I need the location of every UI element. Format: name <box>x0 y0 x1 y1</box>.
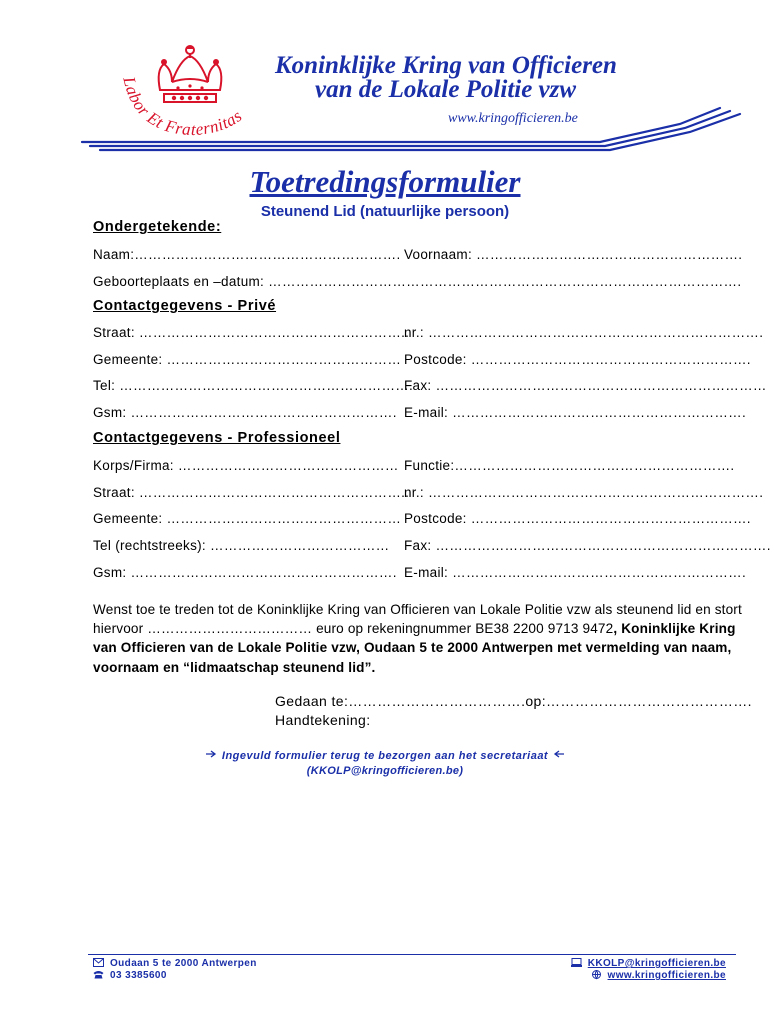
row-gsm-prof <box>93 565 747 580</box>
footer-address-text: Oudaan 5 te 2000 Antwerpen <box>110 958 257 969</box>
row-geboorte <box>93 274 742 289</box>
footer-website-text[interactable]: www.kringofficieren.be <box>607 970 726 981</box>
return-note <box>0 750 770 762</box>
straat-prof-field[interactable]: Straat: ………………………………………………….. <box>93 485 410 500</box>
tel-prof-field[interactable]: Tel (rechtstreeks): ………………………………… <box>93 538 390 553</box>
footer-email-text[interactable]: KKOLP@kringofficieren.be <box>587 958 726 969</box>
footer-email[interactable] <box>571 958 726 969</box>
postcode-prof-field[interactable]: Postcode: ……………………………………………………. <box>404 511 751 526</box>
section-prive: Contactgegevens - Privé <box>93 298 277 314</box>
gsm-prive-field[interactable]: Gsm: …………………………………………………. <box>93 405 397 420</box>
footer-phone <box>93 970 167 981</box>
handtekening-label: Handtekening: <box>275 712 371 728</box>
footer-address <box>93 958 257 969</box>
gemeente-prof-field[interactable]: Gemeente: …………………………………………… <box>93 511 402 526</box>
row-tel-prive <box>93 378 767 393</box>
naam-field[interactable]: Naam:…………………………………………………. <box>93 247 401 262</box>
return-note-line1: Ingevuld formulier terug te bezorgen aan het secretariaat <box>221 750 549 762</box>
row-tel-prof <box>93 538 771 553</box>
gedaan-field[interactable]: Gedaan te:……………………………….op:……………………………………. <box>275 693 752 709</box>
phone-icon <box>93 970 104 979</box>
org-name-line2: van de Lokale Politie vzw <box>315 76 577 103</box>
footer-divider <box>88 954 736 955</box>
row-straat-prof <box>93 485 764 500</box>
paragraph-part2: , Koninklijke Kring van Officieren van de Lokale Politie vzw, Oudaan 5 te 2000 Antwerpen met vermelding van naam, voornaam en “lidmaatschap steunend lid”. <box>93 621 736 675</box>
org-name-line1: Koninklijke Kring van Officieren <box>275 52 617 79</box>
nr-prof-field[interactable]: nr.: ………………………………………………………………. <box>404 485 764 500</box>
pointing-hand-icon <box>205 750 218 759</box>
postcode-prive-field[interactable]: Postcode: ……………………………………………………. <box>404 352 751 367</box>
email-prive-field[interactable]: E-mail: ………………………………………………………. <box>404 405 747 420</box>
form-title: Toetredingsformulier <box>249 164 521 199</box>
straat-prive-field[interactable]: Straat: ………………………………………………….. <box>93 325 410 340</box>
fax-prof-field[interactable]: Fax: ………………………………………………………………. <box>404 538 771 553</box>
row-korps <box>93 458 733 473</box>
paragraph-part1: Wenst toe te treden tot de Koninklijke Kring van Officieren van Lokale Politie vzw als steunend lid en stort hiervoor ……………………………… euro op rekeningnummer BE38 2200 9713 9472 <box>93 602 742 637</box>
mail-icon <box>93 958 104 967</box>
row-gemeente-prof <box>93 511 751 526</box>
footer-phone-text: 03 3385600 <box>110 970 167 981</box>
korps-field[interactable]: Korps/Firma: ………………………………………… <box>93 458 399 473</box>
form-subtitle: Steunend Lid (natuurlijke persoon) <box>260 203 510 220</box>
footer-website[interactable] <box>591 970 726 981</box>
functie-field[interactable]: Functie:……………………………………………………. <box>404 458 735 473</box>
globe-icon <box>591 970 602 979</box>
computer-icon <box>571 958 582 967</box>
return-note-email[interactable]: (KKOLP@kringofficieren.be) <box>306 765 464 777</box>
tel-prive-field[interactable]: Tel: ………………………………………………………. <box>93 378 414 393</box>
motto-text: Labor Et Fraternitas <box>119 74 246 140</box>
row-straat-prive <box>93 325 764 340</box>
gemeente-prive-field[interactable]: Gemeente: …………………………………………… <box>93 352 402 367</box>
nr-prive-field[interactable]: nr.: ………………………………………………………………. <box>404 325 764 340</box>
pointing-hand-icon <box>552 750 565 759</box>
section-ondergetekende: Ondergetekende: <box>93 219 222 235</box>
section-professioneel: Contactgegevens - Professioneel <box>93 430 341 446</box>
row-naam <box>93 247 743 262</box>
gsm-prof-field[interactable]: Gsm: …………………………………………………. <box>93 565 397 580</box>
header-website: www.kringofficieren.be <box>448 111 578 126</box>
fax-prive-field[interactable]: Fax: ……………………………………………………………… <box>404 378 767 393</box>
email-prof-field[interactable]: E-mail: ………………………………………………………. <box>404 565 747 580</box>
header-swooshes <box>80 90 770 160</box>
geboorte-field[interactable]: Geboorteplaats en –datum: …………………………………………………………………………………………. <box>93 274 742 289</box>
row-gemeente-prive <box>93 352 751 367</box>
membership-paragraph <box>93 600 748 677</box>
row-gsm-prive <box>93 405 747 420</box>
voornaam-field[interactable]: Voornaam: …………………………………………………. <box>404 247 743 262</box>
